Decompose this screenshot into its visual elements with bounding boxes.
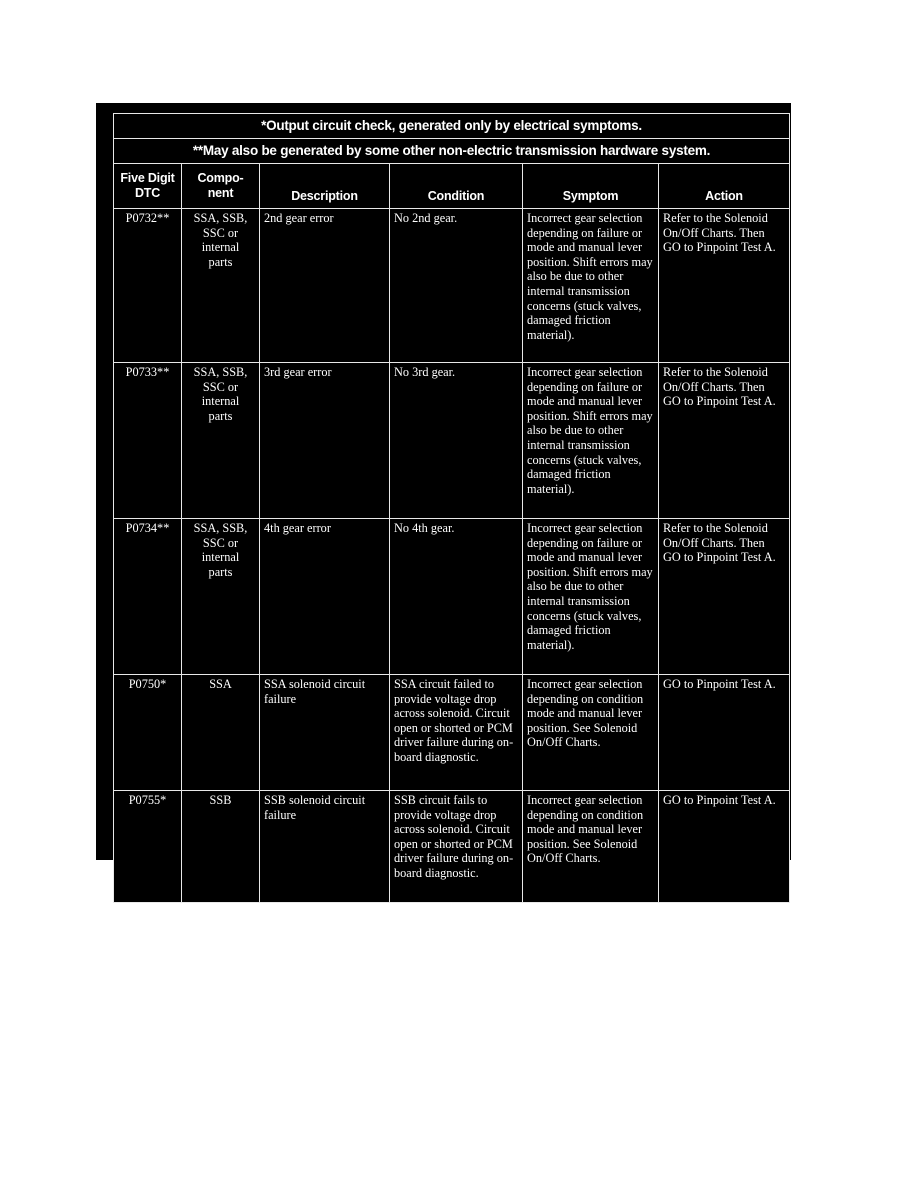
cell-component-line: internal	[201, 550, 240, 565]
column-header-component-line-1: Compo-	[197, 171, 244, 185]
cell-component	[182, 363, 260, 519]
column-header-component	[182, 164, 260, 209]
column-header-symptom: Symptom	[523, 164, 659, 209]
column-header-description: Description	[260, 164, 390, 209]
cell-symptom: Incorrect gear selection depending on condition mode and manual lever position. See Solenoid On/Off Charts.	[523, 791, 659, 903]
cell-dtc: P0755*	[114, 791, 182, 903]
table-row	[114, 209, 790, 363]
column-header-condition: Condition	[390, 164, 523, 209]
cell-action: GO to Pinpoint Test A.	[659, 791, 790, 903]
table-row	[114, 519, 790, 675]
cell-component	[182, 209, 260, 363]
cell-description: SSA solenoid circuit failure	[260, 675, 390, 791]
cell-condition: No 4th gear.	[390, 519, 523, 675]
cell-component	[182, 675, 260, 791]
cell-component-line: SSC or	[202, 535, 239, 550]
cell-component-line: SSB	[209, 793, 232, 807]
cell-condition: No 3rd gear.	[390, 363, 523, 519]
dtc-diagnostic-table	[113, 113, 790, 903]
cell-component-line: SSC or	[202, 225, 239, 240]
cell-component-line: SSC or	[202, 379, 239, 394]
cell-dtc: P0732**	[114, 209, 182, 363]
column-header-dtc-line-2: DTC	[134, 186, 161, 200]
banner-note-electrical: *Output circuit check, generated only by electrical symptoms.	[114, 114, 790, 139]
cell-condition: No 2nd gear.	[390, 209, 523, 363]
cell-description: SSB solenoid circuit failure	[260, 791, 390, 903]
cell-component-line: internal	[201, 240, 240, 255]
column-header-five-digit-dtc	[114, 164, 182, 209]
table-row	[114, 675, 790, 791]
cell-component-line: SSA, SSB,	[193, 365, 248, 379]
table-row	[114, 791, 790, 903]
scanned-table-plate	[96, 103, 791, 880]
cell-component-line: SSA	[209, 677, 232, 691]
cell-component-line: SSA, SSB,	[193, 211, 248, 225]
cell-component-line: parts	[208, 408, 233, 423]
banner-note-hardware: **May also be generated by some other non-electric transmission hardware system.	[114, 139, 790, 164]
cell-component-line: internal	[201, 394, 240, 409]
cell-component-line: parts	[208, 254, 233, 269]
cell-component-line: parts	[208, 564, 233, 579]
column-header-component-line-2: nent	[207, 186, 234, 200]
cell-symptom: Incorrect gear selection depending on failure or mode and manual lever position. Shift errors may also be due to other internal transmission concerns (stuck valves, damaged friction material).	[523, 363, 659, 519]
cell-component	[182, 519, 260, 675]
cell-symptom: Incorrect gear selection depending on failure or mode and manual lever position. Shift errors may also be due to other internal transmission concerns (stuck valves, damaged friction material).	[523, 519, 659, 675]
table-row	[114, 363, 790, 519]
cell-action: Refer to the Solenoid On/Off Charts. Then GO to Pinpoint Test A.	[659, 209, 790, 363]
cell-dtc: P0733**	[114, 363, 182, 519]
cell-component	[182, 791, 260, 903]
column-header-row	[114, 164, 790, 209]
cell-dtc: P0750*	[114, 675, 182, 791]
cell-action: Refer to the Solenoid On/Off Charts. Then GO to Pinpoint Test A.	[659, 363, 790, 519]
cell-action: GO to Pinpoint Test A.	[659, 675, 790, 791]
banner-row-electrical	[114, 114, 790, 139]
cell-description: 3rd gear error	[260, 363, 390, 519]
cell-description: 4th gear error	[260, 519, 390, 675]
column-header-dtc-line-1: Five Digit	[120, 171, 175, 185]
cell-condition: SSB circuit fails to provide voltage drop across solenoid. Circuit open or shorted or PCM driver failure during on-board diagnostic.	[390, 791, 523, 903]
cell-symptom: Incorrect gear selection depending on failure or mode and manual lever position. Shift errors may also be due to other internal transmission concerns (stuck valves, damaged friction material).	[523, 209, 659, 363]
cell-component-line: SSA, SSB,	[193, 521, 248, 535]
cell-description: 2nd gear error	[260, 209, 390, 363]
banner-row-hardware	[114, 139, 790, 164]
cell-condition: SSA circuit failed to provide voltage drop across solenoid. Circuit open or shorted or PCM driver failure during on-board diagnostic.	[390, 675, 523, 791]
column-header-action: Action	[659, 164, 790, 209]
cell-symptom: Incorrect gear selection depending on condition mode and manual lever position. See Solenoid On/Off Charts.	[523, 675, 659, 791]
cell-dtc: P0734**	[114, 519, 182, 675]
cell-action: Refer to the Solenoid On/Off Charts. Then GO to Pinpoint Test A.	[659, 519, 790, 675]
